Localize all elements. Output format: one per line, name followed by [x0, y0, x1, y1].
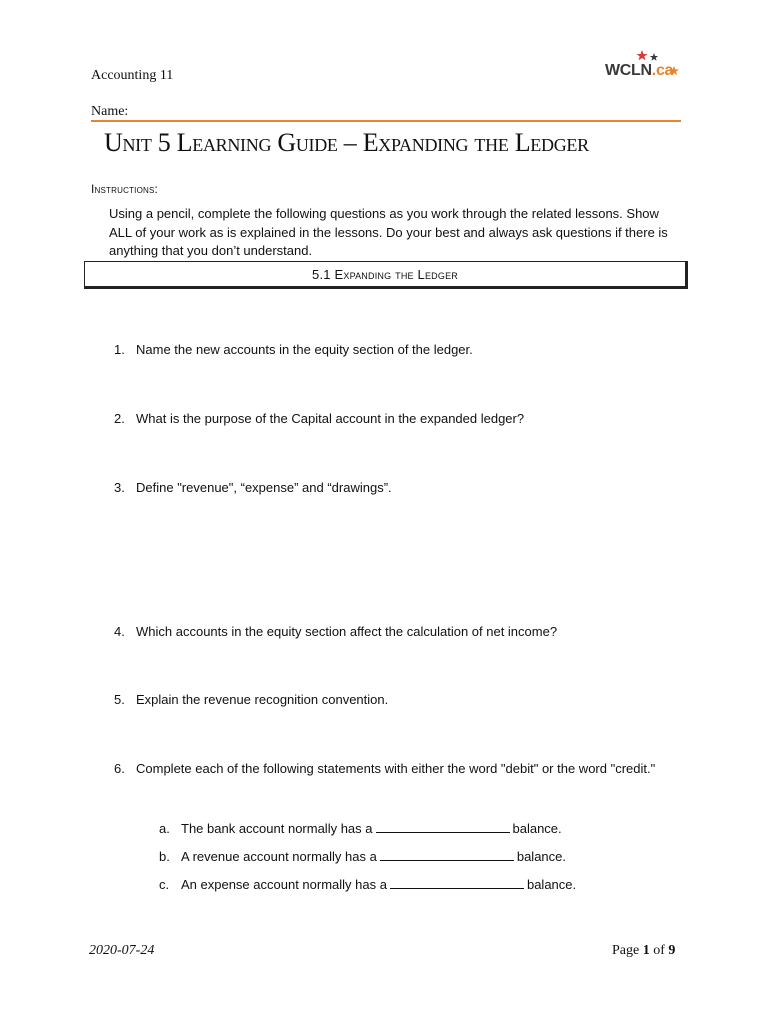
question-number: 1. — [114, 342, 125, 357]
sub-question-suffix: balance. — [526, 877, 577, 892]
logo-text — [605, 62, 673, 80]
section-title: 5.1 Expanding the Ledger — [312, 266, 458, 282]
section-header — [84, 261, 688, 289]
question-number: 3. — [114, 480, 125, 495]
question-item — [114, 690, 674, 710]
sub-question-letter: a. — [159, 821, 170, 836]
logo-main: WCLN — [605, 62, 652, 79]
wcln-logo — [602, 48, 682, 82]
question-number: 6. — [114, 761, 125, 776]
sub-question-letter: b. — [159, 849, 170, 864]
question-number: 4. — [114, 624, 125, 639]
question-number: 5. — [114, 692, 125, 707]
question-item — [114, 409, 674, 429]
page-number — [612, 943, 675, 959]
sub-question-text: The bank account normally has a — [181, 821, 373, 836]
logo-suffix: .ca — [651, 62, 674, 79]
page-word: Page — [612, 943, 640, 958]
question-item — [114, 622, 674, 642]
instructions-body: Using a pencil, complete the following questions as you work through the related lessons. Show ALL of your work as is explained in the lessons. Do your best and always ask questions if there is anything that you don’t understand. — [109, 206, 668, 258]
sub-question-suffix: balance. — [516, 849, 566, 864]
page-title — [104, 128, 589, 158]
question-text: Name the new accounts in the equity section of the ledger. — [136, 342, 473, 357]
sub-question — [159, 821, 562, 836]
footer-date: 2020-07-24 — [89, 943, 155, 958]
instructions-heading: Instructions: — [91, 182, 159, 196]
current-page: 1 — [642, 943, 650, 958]
header-rule — [91, 120, 681, 122]
question-text: What is the purpose of the Capital account in the expanded ledger? — [136, 411, 525, 426]
question-number: 2. — [114, 411, 125, 426]
sub-question-suffix: balance. — [512, 821, 562, 836]
course-name: Accounting 11 — [91, 68, 174, 83]
sub-question-text: A revenue account normally has a — [181, 849, 377, 864]
name-label: Name: — [91, 104, 129, 119]
answer-blank[interactable] — [390, 877, 524, 889]
sub-question — [159, 877, 576, 892]
question-text: Complete each of the following statements with either the word "debit" or the word "credit." — [136, 761, 656, 776]
answer-blank[interactable] — [376, 821, 510, 833]
question-item — [114, 340, 674, 360]
sub-question — [159, 849, 566, 864]
question-item — [114, 759, 674, 779]
question-text: Define "revenue", “expense” and “drawings”. — [136, 480, 392, 495]
question-text: Explain the revenue recognition convention. — [136, 692, 389, 707]
total-pages: 9 — [668, 943, 676, 958]
question-text: Which accounts in the equity section affect the calculation of net income? — [136, 624, 558, 639]
of-word: of — [653, 943, 665, 958]
sub-question-letter: c. — [159, 877, 170, 892]
title-text: Unit 5 Learning Guide – Expanding the Ledger — [104, 128, 589, 157]
sub-question-text: An expense account normally has a — [181, 877, 387, 892]
answer-blank[interactable] — [380, 849, 514, 861]
question-item — [114, 478, 674, 498]
